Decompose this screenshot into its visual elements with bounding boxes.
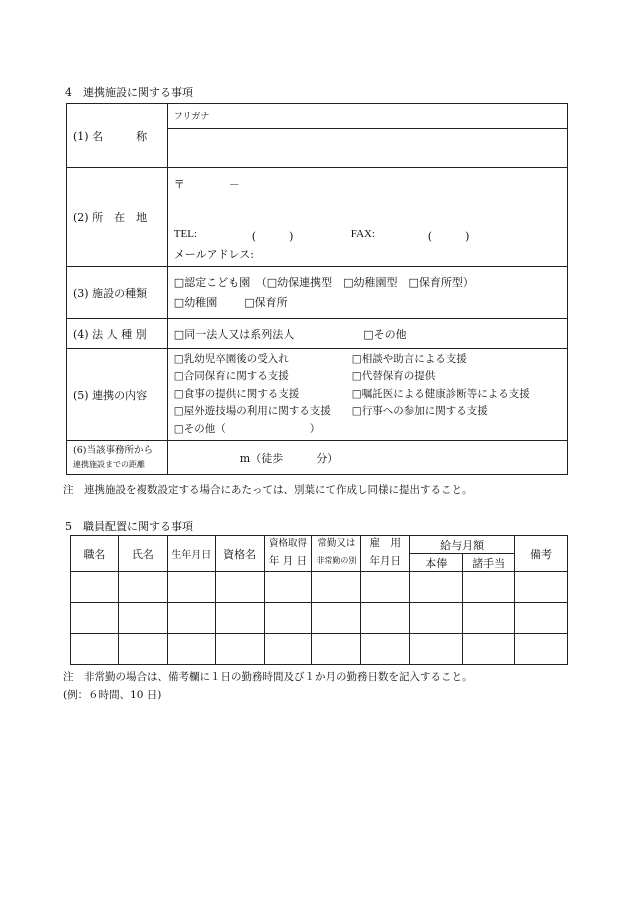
table-cell[interactable] <box>71 634 119 665</box>
table-row <box>71 634 568 665</box>
distance-label: (6)当該事務所から <box>73 444 153 456</box>
table-cell[interactable] <box>167 572 215 603</box>
header-hire: 雇 用 <box>369 537 402 549</box>
content-item[interactable]: □行事への参加に関する支援 <box>351 405 488 418</box>
table-row <box>71 603 568 634</box>
fax-label: FAX: <box>350 228 376 240</box>
table-cell[interactable] <box>361 634 410 665</box>
header-hire-sub: 年月日 <box>369 555 402 567</box>
header-role: 職名 <box>71 536 119 572</box>
content-label: (5) 連携の内容 <box>67 349 168 441</box>
table-cell[interactable] <box>118 572 167 603</box>
facility-table <box>66 103 568 475</box>
type-option-nursery[interactable]: □保育所 <box>244 295 288 309</box>
corp-option-same[interactable]: □同一法人又は系列法人 <box>173 327 295 341</box>
table-cell[interactable] <box>515 572 568 603</box>
header-remarks: 備考 <box>515 536 568 572</box>
type-options-line1[interactable]: □認定こども園 （□幼保連携型 □幼稚園型 □保育所型） <box>173 275 474 289</box>
table-cell[interactable] <box>463 634 515 665</box>
table-cell[interactable] <box>410 603 463 634</box>
header-qual-date-sub: 年 月 日 <box>268 555 308 567</box>
content-item[interactable]: □嘱託医による健康診断等による支援 <box>351 387 530 400</box>
table-cell[interactable] <box>215 634 264 665</box>
table-cell[interactable] <box>515 634 568 665</box>
content-item[interactable]: □食事の提供に関する支援 <box>173 387 300 400</box>
email-label: メールアドレス: <box>173 248 254 261</box>
table-cell[interactable] <box>118 603 167 634</box>
table-cell[interactable] <box>167 634 215 665</box>
table-cell[interactable] <box>463 603 515 634</box>
header-salary-base: 本俸 <box>410 554 463 572</box>
tel-label: TEL: <box>173 228 198 240</box>
table-cell[interactable] <box>312 634 361 665</box>
table-row <box>71 572 568 603</box>
name-label: (1) 名 称 <box>67 104 168 168</box>
table-cell[interactable] <box>264 603 312 634</box>
type-label: (3) 施設の種類 <box>67 267 168 319</box>
header-name: 氏名 <box>118 536 167 572</box>
section5-note: 注 非常勤の場合は、備考欄に１日の勤務時間及び１か月の勤務日数を記入すること。 <box>63 671 473 683</box>
table-cell[interactable] <box>71 603 119 634</box>
table-cell[interactable] <box>215 603 264 634</box>
table-cell[interactable] <box>167 603 215 634</box>
table-cell[interactable] <box>361 603 410 634</box>
corp-option-other[interactable]: □その他 <box>363 327 407 341</box>
content-item[interactable]: □乳幼児卒園後の受入れ <box>173 352 289 365</box>
name-field[interactable] <box>168 129 567 167</box>
table-cell[interactable] <box>410 572 463 603</box>
table-cell[interactable] <box>312 572 361 603</box>
header-salary: 給与月額 <box>410 536 515 554</box>
table-cell[interactable] <box>118 634 167 665</box>
table-cell[interactable] <box>264 572 312 603</box>
header-birth: 生年月日 <box>167 536 215 572</box>
table-cell[interactable] <box>215 572 264 603</box>
corp-label: (4) 法 人 種 別 <box>67 319 168 349</box>
content-item[interactable]: □合同保育に関する支援 <box>173 370 289 383</box>
section5-note-example: (例：６時間、10 日) <box>63 689 162 701</box>
header-qualification: 資格名 <box>215 536 264 572</box>
staff-table <box>70 535 568 665</box>
section4-title: 4 連携施設に関する事項 <box>65 86 193 99</box>
postal-code: 〒 － <box>173 178 240 191</box>
table-cell[interactable] <box>264 634 312 665</box>
table-cell[interactable] <box>410 634 463 665</box>
table-cell[interactable] <box>463 572 515 603</box>
type-option-kindergarten[interactable]: □幼稚園 <box>173 295 218 309</box>
furigana-label: フリガナ <box>173 112 210 122</box>
tel-paren: ( ) <box>251 230 294 243</box>
distance-label-sub: 連携施設までの距離 <box>73 459 145 469</box>
table-cell[interactable] <box>515 603 568 634</box>
table-cell[interactable] <box>71 572 119 603</box>
address-label: (2) 所 在 地 <box>67 168 168 267</box>
header-fulltime: 常勤又は <box>317 538 356 549</box>
header-fulltime-sub: 非常勤の別 <box>316 556 357 565</box>
header-qual-date: 資格取得 <box>269 538 308 549</box>
content-item[interactable]: □相談や助言による支援 <box>351 352 467 365</box>
section5-title: 5 職員配置に関する事項 <box>65 520 193 533</box>
header-salary-allowance: 諸手当 <box>463 554 515 572</box>
table-cell[interactable] <box>312 603 361 634</box>
content-item[interactable]: □屋外遊技場の利用に関する支援 <box>173 405 331 418</box>
address-field[interactable] <box>167 168 567 267</box>
distance-field[interactable] <box>167 441 567 475</box>
distance-value: m（徒歩 分） <box>239 451 339 465</box>
section4-note: 注 連携施設を複数設定する場合にあたっては、別葉にて作成し同様に提出すること。 <box>63 484 473 496</box>
content-other[interactable]: □その他（ ） <box>173 422 321 435</box>
fax-paren: ( ) <box>427 230 470 243</box>
content-item[interactable]: □代替保育の提供 <box>351 370 436 383</box>
table-cell[interactable] <box>361 572 410 603</box>
